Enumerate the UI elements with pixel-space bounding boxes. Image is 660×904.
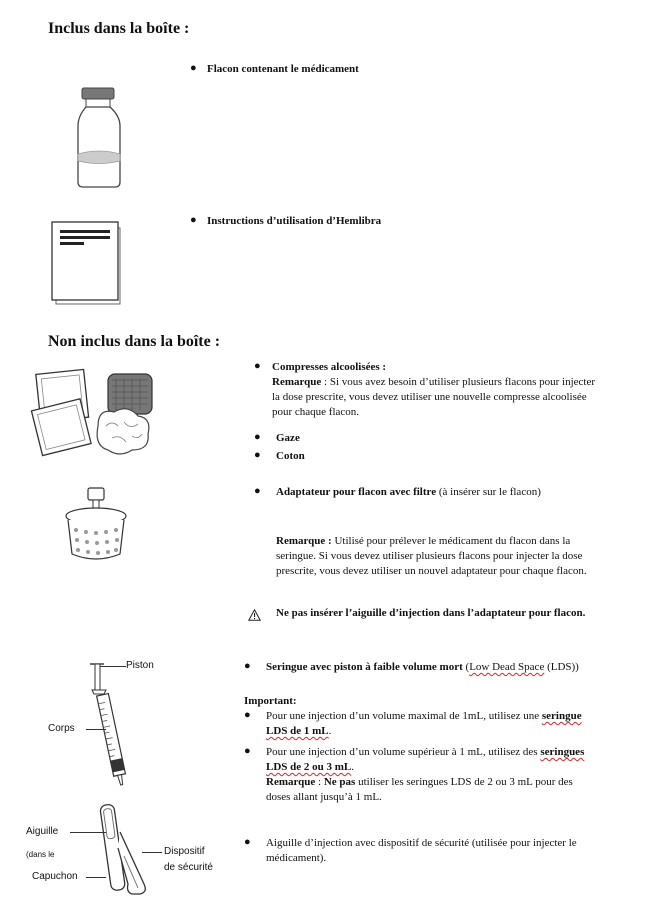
syringe-title: Seringue avec piston à faible volume mort [266,661,463,673]
adapter-item [276,485,576,500]
swabs-title: Compresses alcoolisées : [272,361,387,373]
syringe-1ml-bullet: Pour une injection d’un volume maximal de 1mL, utilisez une seringue LDS de 1 mL. [266,710,582,737]
securite-label: de sécurité [164,862,213,873]
gauze-label: Gaze [276,432,300,444]
included-heading: Inclus dans la boîte : [48,20,190,37]
syringe-lds-english: Low Dead Space [469,661,545,673]
adapter-title: Adaptateur pour flacon avec filtre [276,486,437,498]
dispositif-label: Dispositif [164,846,205,857]
adapter-note-text: Utilisé pour prélever le médicament du flacon dans la seringue. Si vous devez utiliser plusieurs flacons pour injecter la dose prescrite, vous devez utiliser un nouvel adaptateur pour chaque flacon. [276,535,587,577]
adapter-warning: Ne pas insérer l’aiguille d’injection dans l’adaptateur pour flacon. [276,607,586,619]
swabs-note [272,375,602,420]
important-label: Important: [244,695,297,707]
piston-leader-line [100,666,126,667]
syringe-note-text: utiliser les seringues LDS de 2 ou 3 mL pour des doses allant jusqu’à 1 mL. [266,776,573,803]
warning-triangle-icon [248,609,261,621]
needle-item: Aiguille d’injection avec dispositif de sécurité (utilisée pour injecter le médicament). [266,837,577,864]
swabs-note-text: : Si vous avez besoin d’utiliser plusieurs flacons pour injecter la dose prescrite, vous devez utiliser une nouvelle compresse alcoolisée pour chaque flacon. [272,376,596,418]
aiguille-leader-line [70,832,106,833]
swabs-gauze-cotton-illustration [28,364,156,460]
syringe-note-strong: Ne pas [323,776,356,788]
dispositif-leader-line [142,852,162,853]
vial-illustration [74,86,130,190]
syringe-item: Seringue avec piston à faible volume mort (Low Dead Space (LDS)) [266,661,579,673]
swabs-note-label: Remarque [272,376,322,388]
aiguille-label: Aiguille [26,826,59,837]
instructions-label: Instructions d’utilisation d’Hemlibra [207,215,382,227]
capuchon-label: Capuchon [32,871,78,882]
instructions-booklet-illustration [50,220,126,306]
cotton-label: Coton [276,450,305,462]
not-included-heading: Non inclus dans la boîte : [48,333,221,350]
piston-label: Piston [126,660,154,671]
swabs-item [272,360,602,420]
syringe-note-label: Remarque [266,776,316,788]
adapter-note-label: Remarque : [276,535,332,547]
adapter-suffix: (à insérer sur le flacon) [436,486,541,498]
syringe-illustration [80,660,150,790]
capuchon-leader-line [86,877,106,878]
aiguille-in-label: (dans le [26,850,55,859]
safety-needle-illustration [92,798,162,902]
syringe-2-3ml-strong: seringues LDS de 2 ou 3 mL [266,746,585,773]
vial-label: Flacon contenant le médicament [207,63,359,75]
corps-leader-line [86,729,106,730]
adapter-note [276,534,598,579]
syringe-1ml-strong: seringue LDS de 1 mL [266,710,582,737]
syringe-2-3ml-bullet: Pour une injection d’un volume supérieur à 1 mL, utilisez des seringues LDS de 2 ou 3 mL. Remarque : Ne pas utiliser les seringues LDS de 2 ou 3 mL pour des doses allant jusqu’à 1 mL. [266,746,585,803]
vial-adapter-illustration [60,486,140,566]
corps-label: Corps [48,723,75,734]
